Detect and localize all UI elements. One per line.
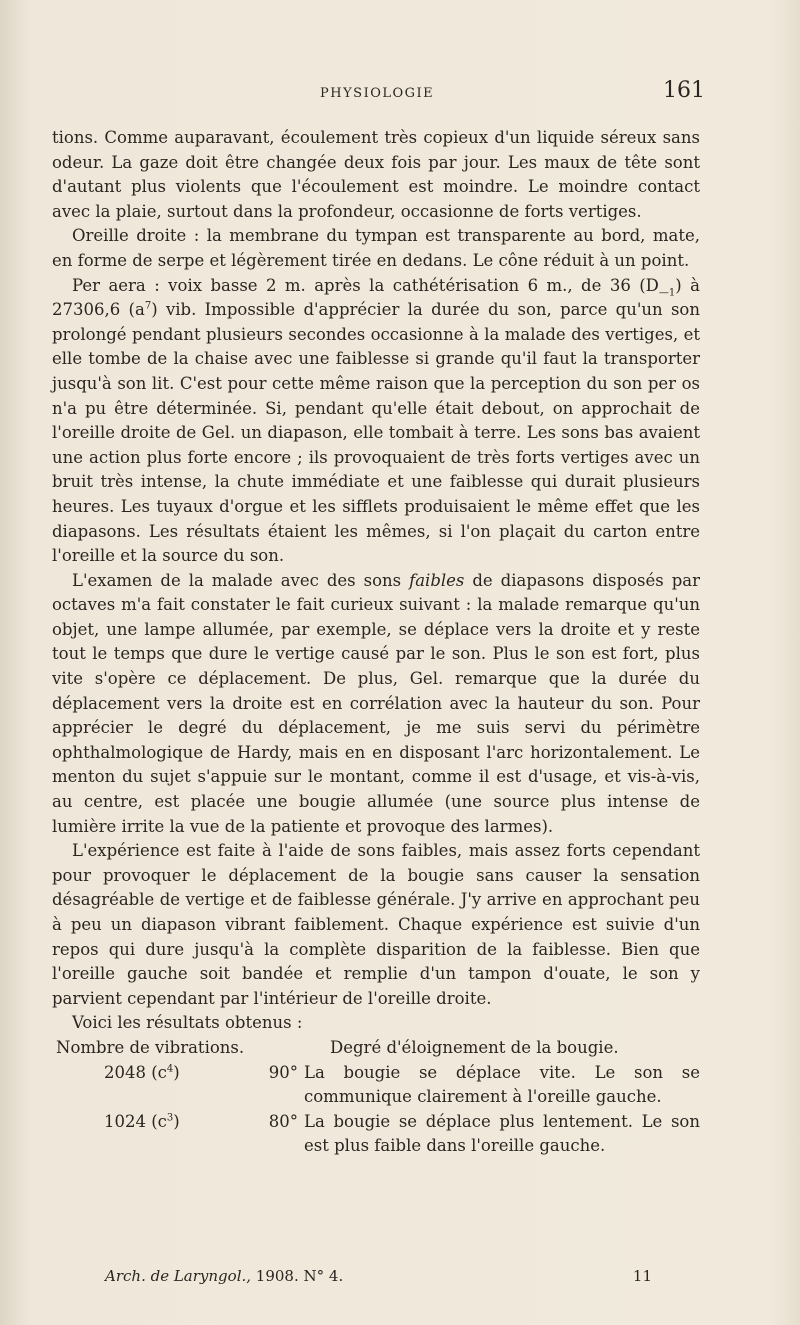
page-footer: [105, 1267, 652, 1293]
column-header-degree: Degré d'éloignement de la bougie.: [330, 1037, 619, 1057]
degree-value: 80°: [268, 1111, 298, 1131]
page-header: [52, 78, 705, 108]
paragraph-results-intro: Voici les résultats obtenus :: [72, 1013, 303, 1033]
vibration-value-end: ): [173, 1111, 180, 1131]
results-row: [52, 1061, 700, 1110]
paragraph-text: de diapasons disposés par octaves m'a fait constater le fait curieux suivant : la malade remarque qu'un objet, une lampe allumée, par exemple, se déplace vers la droite et y reste tout le temps que dure le vertige causé par le son. Plus le son est fort, plus vite s'opère ce déplacement. De plus, Gel. remarque que la durée du déplacement vers la droite est en corrélation avec la hauteur du son. Pour apprécier le degré du déplacement, je me suis servi du périmètre ophthalmologique de Hardy, mais en en disposant l'arc horizontalement. Le menton du sujet s'appuie sur le montant, comme il est d'usage, et vis-à-vis, au centre, est placée une bougie allumée (une source plus intense de lumière irrite la vue de la patiente et provoque des larmes).: [52, 570, 700, 836]
degree-value: 90°: [268, 1062, 298, 1082]
page-body: [52, 126, 700, 1159]
journal-title: Arch. de Laryngol.,: [105, 1267, 252, 1285]
vibration-count: [52, 1110, 248, 1159]
page-number: 161: [663, 78, 705, 103]
results-row: [52, 1110, 700, 1159]
emphasis-text: faibles: [409, 570, 465, 590]
journal-issue: 1908. N° 4.: [251, 1267, 344, 1285]
paragraph-text: Per aera : voix basse 2 m. après la cathétérisation 6 m., de 36 (D: [72, 275, 659, 295]
paragraph-continuation: tions. Comme auparavant, écoulement très copieux d'un liquide séreux sans odeur. La gaze doit être changée deux fois par jour. Les maux de tête sont d'autant plus violents que l'écoulement est moindre. Le moindre contact avec la plaie, surtout dans la profondeur, occasionne de forts vertiges.: [52, 128, 700, 221]
column-header-vibrations: Nombre de vibrations.: [56, 1037, 245, 1057]
paragraph-text: ) vib. Impossible d'apprécier la durée du son, parce qu'un son prolongé pendant plusieurs secondes occasionne à la malade des vertiges, et elle tombe de la chaise avec une faiblesse si grande qu'il faut la transporter jusqu'à son lit. C'est pour cette même raison que la perception du son per os n'a pu être déterminée. Si, pendant qu'elle était debout, on approchait de l'oreille droite de Gel. un diapason, elle tombait à terre. Les sons bas avaient une action plus forte encore ; ils provoquaient de très forts vertiges avec un bruit très intense, la chute immédiate et une faiblesse qui durait plusieurs heures. Les tuyaux d'orgue et les sifflets produisaient le même effet que les diapasons. Les résultats étaient les mêmes, si l'on plaçait du carton entre l'oreille et la source du son.: [52, 300, 700, 566]
results-table-header: [52, 1036, 700, 1061]
signature-mark: 11: [632, 1267, 652, 1285]
journal-reference: [105, 1267, 343, 1285]
paragraph-text: L'examen de la malade avec des sons: [72, 570, 410, 590]
vibration-count: [52, 1061, 248, 1110]
paragraph-examination: [52, 569, 700, 840]
running-head: PHYSIOLOGIE: [320, 86, 435, 101]
vibration-value: 1024 (c: [104, 1111, 167, 1131]
subscript: —1: [658, 286, 676, 298]
superscript: 7: [144, 300, 152, 312]
vibration-value: 2048 (c: [104, 1062, 167, 1082]
paragraph-right-ear: Oreille droite : la membrane du tympan est transparente au bord, mate, en forme de serpe et légèrement tirée en dedans. Le cône réduit à un point.: [52, 226, 700, 270]
superscript: 4: [166, 1063, 174, 1075]
result-description: La bougie se déplace vite. Le son se communique clairement à l'oreille gauche.: [304, 1062, 700, 1107]
paragraph-experiment: L'expérience est faite à l'aide de sons faibles, mais assez forts cependant pour provoquer le déplacement de la bougie sans causer la sensation désagréable de vertige et de faiblesse générale. J'y arrive en approchant peu à peu un diapason vibrant faiblement. Chaque expérience est suivie d'un repos qui dure jusqu'à la complète disparition de la faiblesse. Bien que l'oreille gauche soit bandée et remplie d'un tampon d'ouate, le son y parvient cependant par l'intérieur de l'oreille droite.: [52, 841, 700, 1008]
paragraph-text: ) à 27306,6 (a: [52, 275, 700, 320]
vibration-value-end: ): [173, 1062, 180, 1082]
paragraph-per-aera: [52, 274, 700, 569]
superscript: 3: [166, 1112, 174, 1124]
result-description: La bougie se déplace plus lentement. Le son est plus faible dans l'oreille gauche.: [304, 1111, 700, 1156]
